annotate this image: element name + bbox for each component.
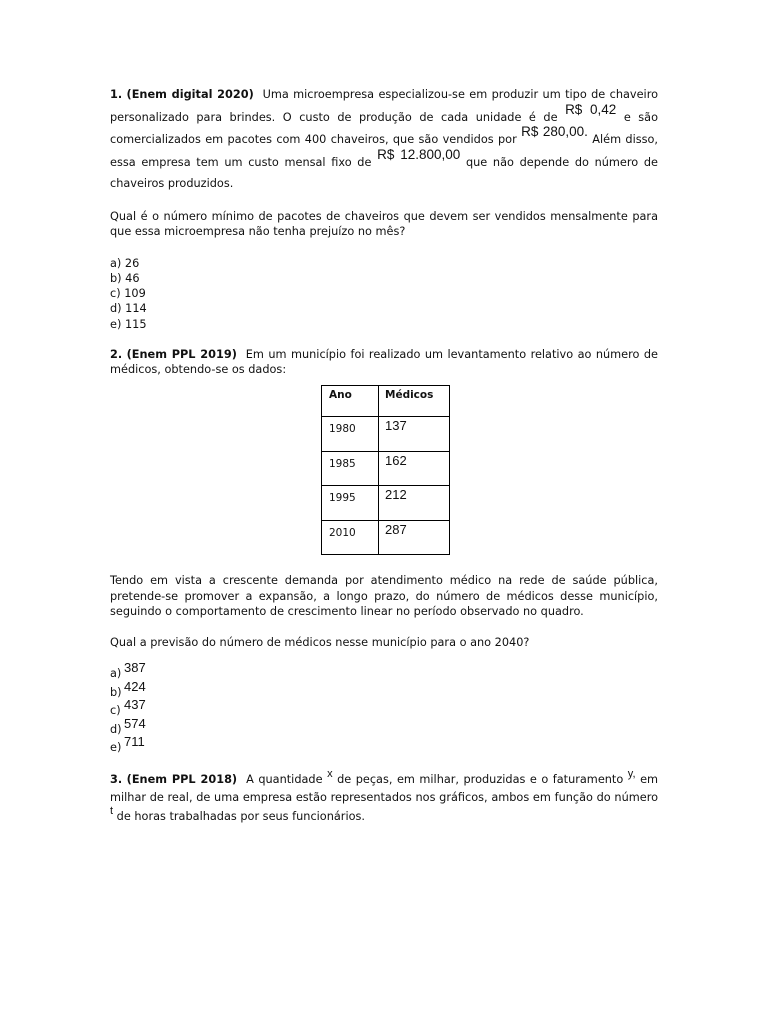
question-2-number: 2. (110, 347, 123, 361)
table-header-year: Ano (322, 385, 379, 417)
option-letter: d) (110, 722, 122, 736)
question-3-statement (110, 767, 659, 827)
pack-price-value: R$ 280,00. (521, 124, 588, 139)
document-page (110, 84, 658, 826)
option-letter: a) (110, 667, 122, 681)
unit-cost-value: R$ 0,42 (565, 101, 617, 117)
question-3-text-a: A quantidade (246, 772, 323, 786)
variable-t: t (110, 804, 114, 817)
question-1-options (110, 256, 658, 332)
table-cell-doctors: 212 (379, 486, 450, 521)
question-2-option-e (110, 736, 658, 755)
option-value: 711 (124, 734, 145, 750)
question-1-statement (110, 84, 658, 195)
question-1-number: 1. (110, 88, 123, 101)
table-header-doctors: Médicos (379, 385, 450, 417)
question-1-option-c: c) 109 (110, 287, 146, 301)
option-value: 387 (124, 660, 146, 676)
option-letter: e) (110, 741, 122, 755)
question-1-text-c: Além disso, essa empresa tem um custo mensal fixo de (110, 133, 659, 169)
question-2-option-c (110, 699, 658, 718)
option-value: 574 (124, 715, 146, 731)
question-2-statement (110, 347, 658, 378)
table-row (322, 486, 450, 521)
table-cell-year: 1980 (322, 417, 379, 452)
option-letter: b) (110, 685, 122, 699)
fixed-cost-value: R$ 12.800,00 (377, 146, 461, 162)
question-1-text-b: e são comercializados em pacotes com 400 chaveiros, que são vendidos por (110, 110, 659, 146)
question-3-text-b: de peças, em milhar, produzidas e o faturamento (337, 772, 624, 786)
question-3-number: 3. (110, 772, 123, 786)
question-3-text-d: de horas trabalhadas por seus funcionários. (116, 809, 365, 823)
question-2-context: Tendo em vista a crescente demanda por atendimento médico na rede de saúde pública, pretende-se promover a expansão, a longo prazo, do número de médicos desse município, seguindo o comportamento de crescimento linear no período observado no quadro. (110, 574, 658, 619)
table-cell-doctors: 137 (379, 417, 450, 452)
question-2-option-a (110, 662, 658, 681)
question-1-text-a: Uma microempresa especializou-se em produzir um tipo de chaveiro personalizado para brindes. O custo de produção de cada unidade é de (110, 88, 659, 124)
variable-y: y, (627, 767, 636, 780)
question-2-prompt: Qual a previsão do número de médicos nesse município para o ano 2040? (110, 635, 530, 649)
question-1-prompt: Qual é o número mínimo de pacotes de chaveiros que devem ser vendidos mensalmente para que essa microempresa não tenha prejuízo no mês? (110, 209, 658, 238)
table-row (322, 520, 450, 555)
question-1-option-b: b) 46 (110, 271, 140, 285)
table-cell-doctors: 162 (379, 451, 450, 486)
option-letter: c) (110, 704, 121, 718)
question-3-text-c: em milhar de real, de uma empresa estão representados nos gráficos, ambos em função do número (110, 772, 659, 805)
question-1-option-d: d) 114 (110, 302, 147, 316)
variable-x: x (327, 767, 333, 780)
option-value: 437 (124, 697, 146, 713)
question-1-source: (Enem digital 2020) (126, 88, 254, 101)
question-3-source: (Enem PPL 2018) (126, 772, 238, 786)
question-1-option-a: a) 26 (110, 256, 140, 270)
table-row (322, 451, 450, 486)
table-header-row (322, 385, 450, 417)
table-cell-year: 1995 (322, 486, 379, 521)
question-2-source: (Enem PPL 2019) (126, 347, 237, 361)
question-1-text-d: que não depende do número de chaveiros produzidos. (110, 155, 658, 190)
table-row (322, 417, 450, 452)
question-2-text: Em um município foi realizado um levantamento relativo ao número de médicos, obtendo-se os dados: (110, 347, 659, 377)
question-2-option-b (110, 678, 658, 700)
doctors-table (321, 385, 450, 556)
question-1-option-e: e) 115 (110, 317, 147, 331)
table-cell-year: 1985 (322, 451, 379, 486)
question-2-options (110, 662, 658, 755)
table-cell-doctors: 287 (379, 520, 450, 555)
option-value: 424 (124, 678, 146, 694)
question-2-option-d (110, 715, 658, 737)
table-cell-year: 2010 (322, 520, 379, 555)
